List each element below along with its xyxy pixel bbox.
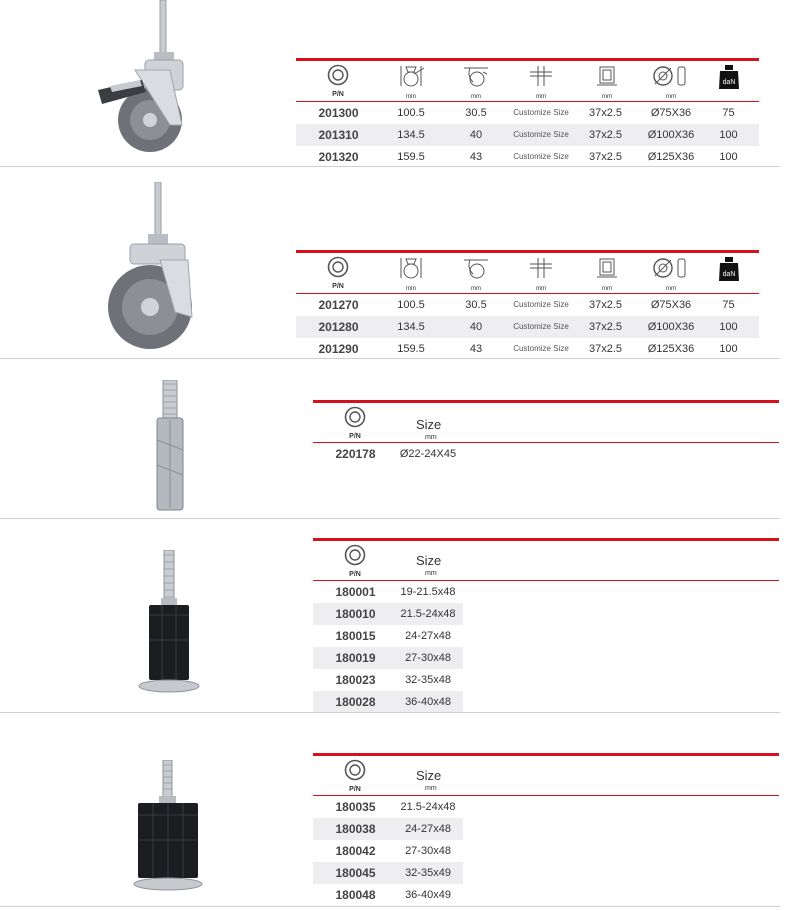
cell-load: 100: [719, 343, 738, 355]
cell-size: 27-30x48: [405, 652, 451, 664]
cell-pn: 180042: [335, 844, 376, 858]
size-header: Size: [416, 768, 442, 783]
table-top-rule: [313, 753, 779, 756]
weight-icon: [718, 256, 740, 282]
table-row: [296, 102, 759, 124]
plate-size-icon: [592, 256, 622, 280]
pn-ring-icon: [344, 406, 366, 428]
cell-pn: 180048: [335, 888, 376, 902]
table-row: [313, 443, 463, 465]
insert-table-rows: [313, 443, 463, 465]
size-header: Size: [416, 553, 442, 568]
caster-height-icon: [396, 64, 426, 88]
cell-load: 100: [719, 151, 738, 163]
cell-load: 100: [719, 321, 738, 333]
cell-wheel: 134.5: [397, 129, 425, 141]
pn-ring-icon: [327, 64, 349, 86]
section-separator: [0, 906, 780, 907]
cell-plate: 37x2.5: [588, 321, 623, 333]
cell-wheel: 100.5: [397, 299, 425, 311]
cell-plate: 37x2.5: [588, 151, 623, 163]
table-row: [296, 146, 759, 168]
offset-header: mm: [456, 256, 496, 292]
caster-with-brake-image: [90, 0, 200, 165]
cell-pn: 180023: [335, 673, 376, 687]
plate-header: mm: [587, 256, 627, 292]
cell-dia: Ø75X36: [650, 107, 692, 119]
cell-wheel: 159.5: [397, 151, 425, 163]
cell-pn: 180035: [335, 800, 376, 814]
table-row: [313, 862, 463, 884]
cell-plate: 37x2.5: [588, 129, 623, 141]
caster-table-header: [296, 254, 759, 292]
cell-dia: Ø100X36: [647, 129, 695, 141]
caster-offset-icon: [461, 256, 491, 280]
mount-header: mm: [521, 256, 561, 292]
wheel-diameter-icon: [651, 64, 691, 88]
mounting-stem-icon: [526, 256, 556, 280]
cell-pn: 180015: [335, 629, 376, 643]
cell-size: Ø22-24X45: [399, 448, 457, 460]
cell-mount: Customize Size: [513, 130, 569, 139]
wheel-diameter-icon: [651, 256, 691, 280]
insert-section-metal: [0, 362, 800, 522]
cell-plate: 37x2.5: [588, 299, 623, 311]
insert-section-plastic-b: [0, 715, 800, 910]
insert-section-plastic-a: [0, 520, 800, 715]
pn-ring-icon: [344, 544, 366, 566]
cell-offset: 30.5: [465, 299, 487, 311]
cell-pn: 201320: [318, 150, 359, 164]
mount-header: mm: [521, 64, 561, 100]
caster-section-brake: [0, 0, 800, 170]
cell-pn: 201270: [318, 298, 359, 312]
pn-header: P/N: [318, 64, 358, 98]
cell-load: 75: [722, 299, 735, 311]
dan-label: daN: [722, 79, 736, 86]
section-separator: [0, 712, 780, 713]
load-header: [714, 64, 744, 95]
cell-size: 24-27x48: [405, 630, 451, 642]
wheel-height-header: mm: [391, 64, 431, 100]
cell-pn: 201290: [318, 342, 359, 356]
cell-offset: 43: [469, 151, 483, 163]
plastic-expansion-insert-image: [135, 550, 205, 700]
size-header: Size: [416, 417, 442, 432]
size-unit: mm: [425, 570, 437, 577]
cell-pn: 201310: [318, 128, 359, 142]
wheel-diameter-header: mm: [646, 64, 696, 100]
table-row: [296, 316, 759, 338]
table-top-rule: [313, 400, 779, 403]
wheel-height-header: mm: [391, 256, 431, 292]
size-unit: mm: [425, 434, 437, 441]
table-row: [313, 603, 463, 625]
cell-mount: Customize Size: [513, 152, 569, 161]
cell-offset: 30.5: [465, 107, 487, 119]
caster-section-swivel: [0, 172, 800, 362]
cell-wheel: 134.5: [397, 321, 425, 333]
cell-plate: 37x2.5: [588, 107, 623, 119]
table-row: [296, 338, 759, 360]
cell-size: 24-27x48: [405, 823, 451, 835]
cell-size: 32-35x48: [405, 674, 451, 686]
cell-pn: 220178: [335, 447, 376, 461]
pn-header: P/N: [335, 544, 375, 578]
table-row: [313, 691, 463, 713]
cell-size: 21.5-24x48: [400, 801, 456, 813]
table-row: [313, 625, 463, 647]
cell-offset: 40: [469, 321, 483, 333]
table-row: [313, 884, 463, 906]
wheel-diameter-header: mm: [646, 256, 696, 292]
table-top-rule: [296, 58, 759, 61]
cell-pn: 180038: [335, 822, 376, 836]
cell-size: 27-30x48: [405, 845, 451, 857]
pn-header: P/N: [335, 406, 375, 440]
cell-dia: Ø75X36: [650, 299, 692, 311]
weight-icon: [718, 64, 740, 90]
pn-ring-icon: [327, 256, 349, 278]
plate-header: mm: [587, 64, 627, 100]
cell-pn: 201300: [318, 106, 359, 120]
caster-table-rows: [296, 294, 759, 360]
dan-label: daN: [722, 271, 736, 278]
pn-header: P/N: [318, 256, 358, 290]
caster-table-rows: [296, 102, 759, 168]
table-row: [296, 124, 759, 146]
table-row: [313, 840, 463, 862]
cell-size: 21.5-24x48: [400, 608, 456, 620]
table-row: [313, 796, 463, 818]
metal-expansion-insert-image: [145, 380, 205, 515]
section-separator: [0, 358, 780, 359]
pn-header: P/N: [335, 759, 375, 793]
table-row: [313, 647, 463, 669]
section-separator: [0, 166, 780, 167]
cell-size: 36-40x48: [405, 696, 451, 708]
table-row: [313, 581, 463, 603]
cell-mount: Customize Size: [513, 300, 569, 309]
caster-offset-icon: [461, 64, 491, 88]
cell-dia: Ø125X36: [647, 151, 695, 163]
mounting-stem-icon: [526, 64, 556, 88]
table-row: [296, 294, 759, 316]
table-row: [313, 818, 463, 840]
insert-table-rows: [313, 581, 463, 713]
cell-load: 75: [722, 107, 735, 119]
cell-size: 19-21.5x48: [400, 586, 456, 598]
cell-size: 36-40x49: [405, 889, 451, 901]
cell-pn: 180045: [335, 866, 376, 880]
swivel-caster-image: [100, 182, 210, 357]
table-top-rule: [313, 538, 779, 541]
cell-dia: Ø125X36: [647, 343, 695, 355]
cell-offset: 43: [469, 343, 483, 355]
cell-mount: Customize Size: [513, 344, 569, 353]
cell-pn: 180001: [335, 585, 376, 599]
cell-pn: 180010: [335, 607, 376, 621]
cell-mount: Customize Size: [513, 322, 569, 331]
insert-table-rows: [313, 796, 463, 906]
caster-height-icon: [396, 256, 426, 280]
load-header: [714, 256, 744, 287]
plate-size-icon: [592, 64, 622, 88]
offset-header: mm: [456, 64, 496, 100]
caster-table-header: [296, 62, 759, 100]
cell-plate: 37x2.5: [588, 343, 623, 355]
cell-size: 32-35x49: [405, 867, 451, 879]
cell-mount: Customize Size: [513, 108, 569, 117]
pn-ring-icon: [344, 759, 366, 781]
cell-load: 100: [719, 129, 738, 141]
size-unit: mm: [425, 785, 437, 792]
plastic-square-insert-image: [128, 760, 208, 910]
cell-wheel: 100.5: [397, 107, 425, 119]
cell-pn: 180028: [335, 695, 376, 709]
cell-wheel: 159.5: [397, 343, 425, 355]
cell-pn: 201280: [318, 320, 359, 334]
cell-offset: 40: [469, 129, 483, 141]
cell-pn: 180019: [335, 651, 376, 665]
section-separator: [0, 518, 780, 519]
table-top-rule: [296, 250, 759, 253]
cell-dia: Ø100X36: [647, 321, 695, 333]
table-row: [313, 669, 463, 691]
